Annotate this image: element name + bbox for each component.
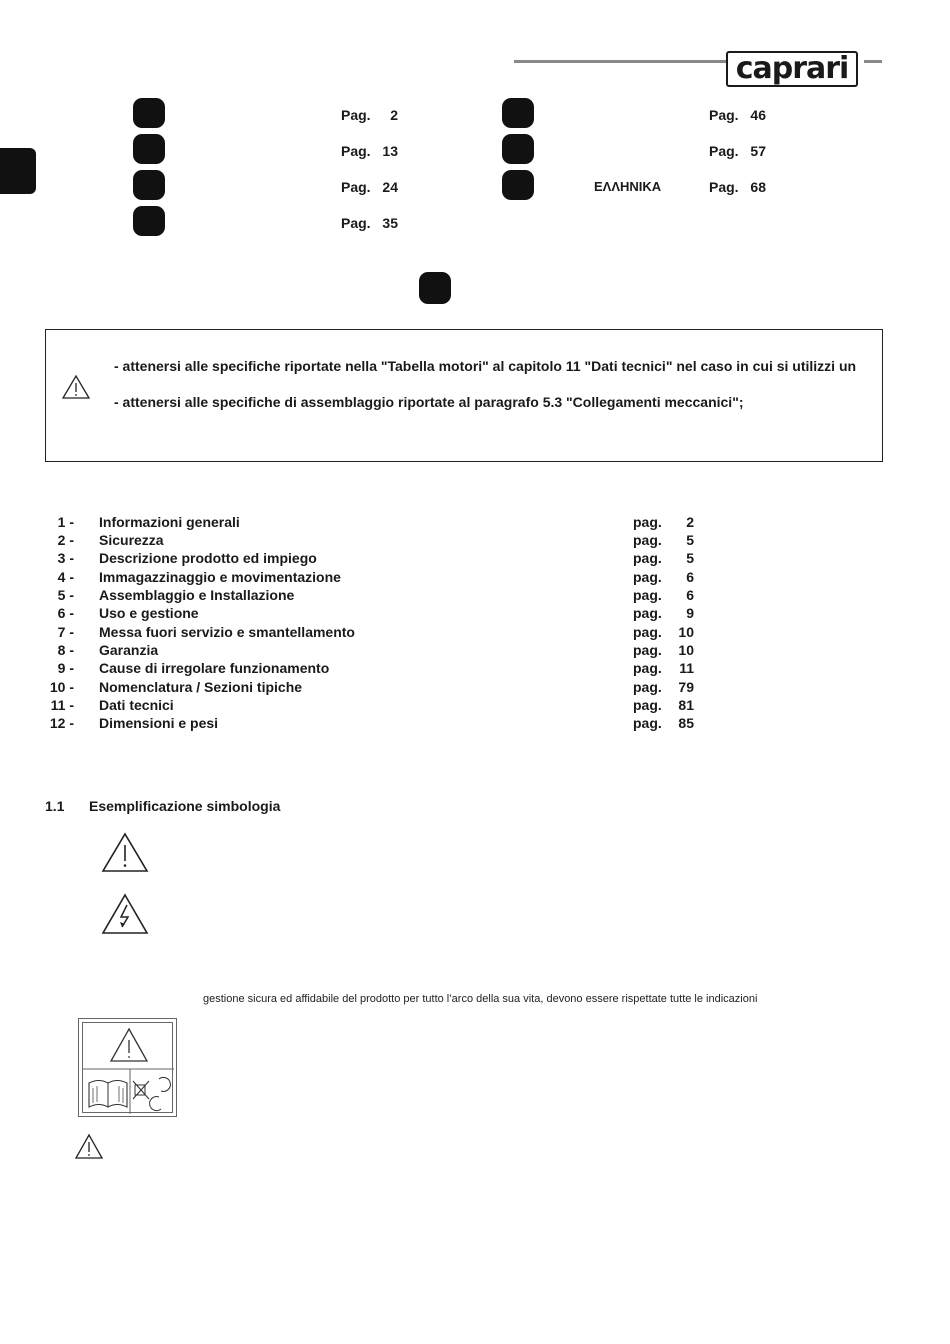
warning-box (45, 329, 883, 462)
page-number: 35 (382, 215, 398, 231)
toc-row[interactable] (0, 679, 720, 697)
language-badge (502, 134, 534, 164)
toc-page: 11 (679, 660, 694, 676)
toc-title: Messa fuori servizio e smantellamento (99, 624, 355, 640)
language-side-tab (0, 148, 36, 194)
toc-number: 10 - (49, 679, 74, 695)
toc-number: 12 - (49, 715, 74, 731)
header-rule-left (514, 60, 726, 63)
electrical-hazard-icon (101, 893, 149, 936)
toc-page: 79 (678, 679, 694, 695)
toc-page: 10 (678, 624, 694, 640)
section-title: Esemplificazione simbologia (89, 798, 281, 814)
toc-page: 5 (686, 532, 694, 548)
body-paragraph: gestione sicura ed affidabile del prodotto per tutto l’arco della sua vita, devono essere rispettate tutte le indicazioni (203, 993, 758, 1005)
page-number: 2 (390, 107, 398, 123)
language-badge (133, 206, 165, 236)
toc-title: Dati tecnici (99, 697, 174, 713)
toc-row[interactable] (0, 587, 720, 605)
toc-pag-label: pag. (633, 642, 662, 658)
toc-pag-label: pag. (633, 679, 662, 695)
toc-page: 85 (678, 715, 694, 731)
toc-pag-label: pag. (633, 569, 662, 585)
toc-row[interactable] (0, 642, 720, 660)
toc-pag-label: pag. (633, 715, 662, 731)
toc-title: Uso e gestione (99, 605, 199, 621)
toc-page: 81 (678, 697, 694, 713)
warning-triangle-icon (61, 374, 91, 400)
toc-page: 9 (686, 605, 694, 621)
toc-title: Descrizione prodotto ed impiego (99, 550, 317, 566)
toc-number: 2 - (57, 532, 74, 548)
toc-row[interactable] (0, 550, 720, 568)
toc-number: 6 - (57, 605, 74, 621)
toc-pag-label: pag. (633, 532, 662, 548)
page-label: Pag. (341, 215, 371, 231)
toc-page: 2 (686, 514, 694, 530)
page-label: Pag. (709, 107, 739, 123)
toc-page: 6 (686, 587, 694, 603)
toc-number: 8 - (57, 642, 74, 658)
toc-row[interactable] (0, 697, 720, 715)
toc-pag-label: pag. (633, 697, 662, 713)
toc-pag-label: pag. (633, 514, 662, 530)
page-label: Pag. (709, 143, 739, 159)
toc-row[interactable] (0, 660, 720, 678)
toc-pag-label: pag. (633, 624, 662, 640)
language-badge (502, 170, 534, 200)
toc-number: 11 - (50, 697, 74, 713)
toc-row[interactable] (0, 624, 720, 642)
toc-page: 5 (686, 550, 694, 566)
language-name-greek: ΕΛΛΗΝΙΚΑ (594, 179, 662, 194)
toc-title: Informazioni generali (99, 514, 240, 530)
page-label: Pag. (341, 179, 371, 195)
page-label: Pag. (341, 107, 371, 123)
language-badge (133, 170, 165, 200)
page-number: 46 (750, 107, 766, 123)
toc-number: 1 - (57, 514, 74, 530)
page-label: Pag. (341, 143, 371, 159)
toc-title: Immagazzinaggio e movimentazione (99, 569, 341, 585)
toc-pag-label: pag. (633, 605, 662, 621)
current-language-badge (419, 272, 451, 304)
toc-pag-label: pag. (633, 587, 662, 603)
warning-line-1: - attenersi alle specifiche riportate nella "Tabella motori" al capitolo 11 "Dati tecnici" nel caso in cui si utilizzi un (114, 358, 857, 374)
section-number: 1.1 (45, 798, 65, 814)
toc-title: Assemblaggio e Installazione (99, 587, 295, 603)
toc-pag-label: pag. (633, 550, 662, 566)
toc-row[interactable] (0, 514, 720, 532)
toc-title: Cause di irregolare funzionamento (99, 660, 330, 676)
toc-pag-label: pag. (633, 660, 662, 676)
toc-row[interactable] (0, 569, 720, 587)
caprari-logo: caprari (726, 51, 858, 87)
page-number: 57 (750, 143, 766, 159)
toc-number: 9 - (57, 660, 74, 676)
language-badge (502, 98, 534, 128)
toc-title: Sicurezza (99, 532, 164, 548)
toc-number: 3 - (57, 550, 74, 566)
read-manual-symbols (83, 1023, 174, 1114)
toc-row[interactable] (0, 532, 720, 550)
language-badge (133, 134, 165, 164)
toc-number: 5 - (57, 587, 74, 603)
page-number: 13 (382, 143, 398, 159)
warning-line-2: - attenersi alle specifiche di assemblaggio riportate al paragrafo 5.3 "Collegamenti meccanici"; (114, 394, 744, 410)
toc-row[interactable] (0, 715, 720, 733)
read-manual-label (78, 1018, 177, 1117)
toc-page: 6 (686, 569, 694, 585)
toc-page: 10 (678, 642, 694, 658)
language-badge (133, 98, 165, 128)
toc-title: Garanzia (99, 642, 159, 658)
page-number: 68 (750, 179, 766, 195)
page-label: Pag. (709, 179, 739, 195)
toc-row[interactable] (0, 605, 720, 623)
header-rule-right (864, 60, 882, 63)
page-number: 24 (382, 179, 398, 195)
toc-number: 4 - (57, 569, 74, 585)
warning-triangle-icon (74, 1133, 104, 1160)
table-of-contents (0, 514, 720, 744)
warning-triangle-icon (100, 832, 150, 874)
toc-title: Nomenclatura / Sezioni tipiche (99, 679, 303, 695)
toc-number: 7 - (57, 624, 74, 640)
toc-title: Dimensioni e pesi (99, 715, 219, 731)
